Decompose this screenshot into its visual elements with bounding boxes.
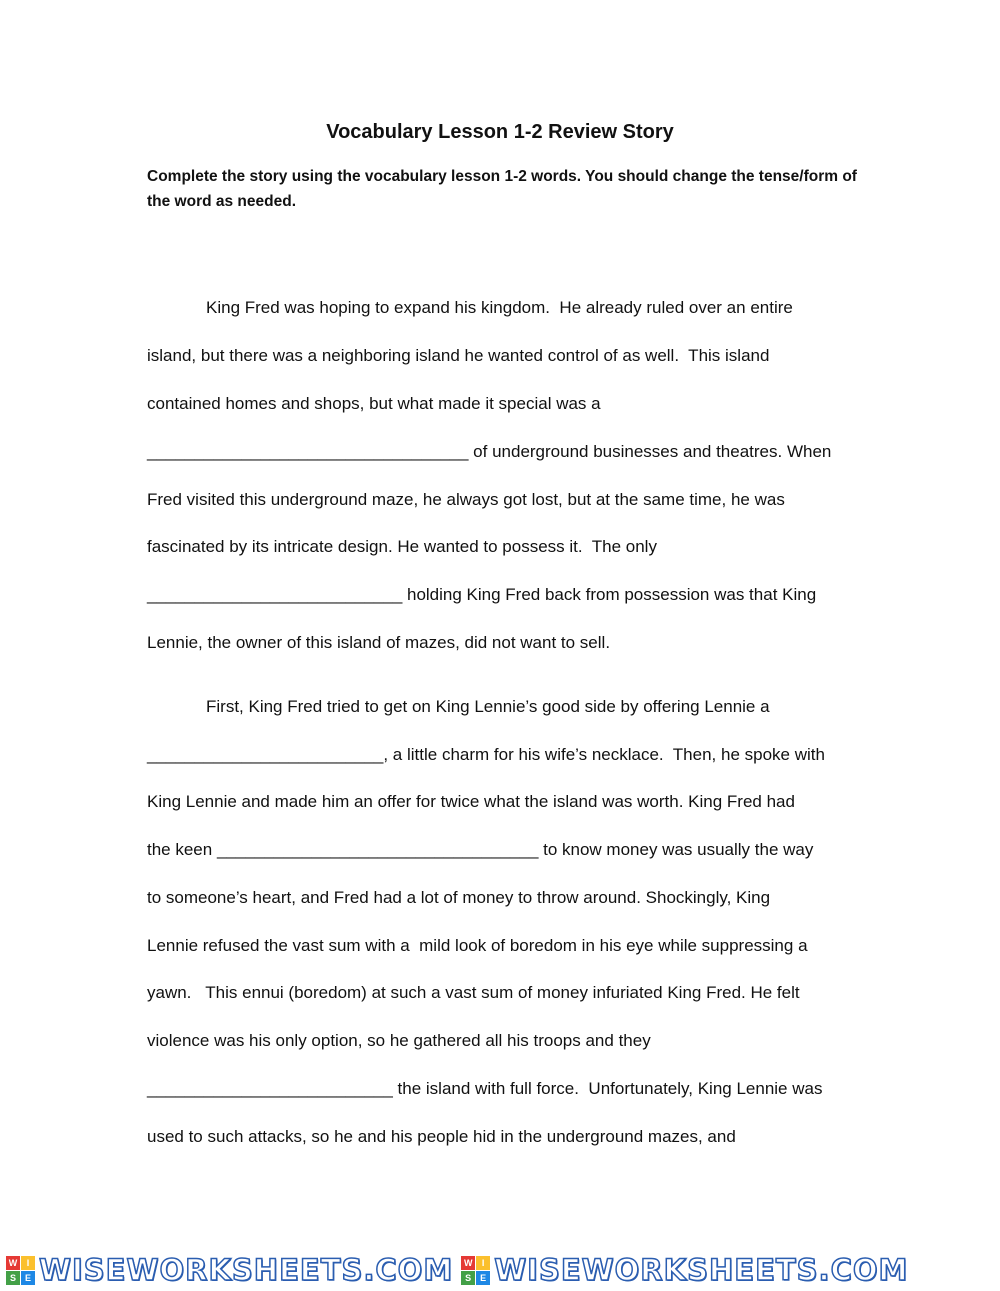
story-line: island, but there was a neighboring island he wanted control of as well. This island xyxy=(147,346,770,365)
footer-watermark xyxy=(0,1252,1000,1288)
story-line: Lennie refused the vast sum with a mild look of boredom in his eye while suppressing a xyxy=(147,936,808,955)
story-line: fascinated by its intricate design. He wanted to possess it. The only xyxy=(147,537,657,556)
watermark-text: WISEWORKSHEETS.COM xyxy=(39,1253,454,1287)
watermark-logo xyxy=(461,1253,908,1287)
story-line: First, King Fred tried to get on King Lennie’s good side by offering Lennie a xyxy=(206,697,770,716)
logo-square: E xyxy=(476,1271,490,1285)
worksheet-title: Vocabulary Lesson 1-2 Review Story xyxy=(326,121,674,143)
instructions-text: Complete the story using the vocabulary lesson 1-2 words. You should change the tense/form of the word as needed. xyxy=(147,168,857,210)
watermark-logo xyxy=(6,1253,453,1287)
story-line-with-blank: __________________________ the island with full force. Unfortunately, King Lennie was xyxy=(147,1079,823,1098)
story-line: King Fred was hoping to expand his kingdom. He already ruled over an entire xyxy=(206,298,793,317)
watermark-text: WISEWORKSHEETS.COM xyxy=(494,1253,909,1287)
story-line-with-blank: _________________________, a little charm for his wife’s necklace. Then, he spoke with xyxy=(147,745,825,764)
logo-square: I xyxy=(476,1256,490,1270)
story-line-with-blank: __________________________________ of underground businesses and theatres. When xyxy=(147,442,832,461)
story-line: King Lennie and made him an offer for twice what the island was worth. King Fred had xyxy=(147,792,795,811)
story-line-with-blank: ___________________________ holding King Fred back from possession was that King xyxy=(147,585,817,604)
logo-square: W xyxy=(6,1256,20,1270)
logo-squares-icon xyxy=(6,1256,35,1285)
logo-squares-icon xyxy=(461,1256,490,1285)
story-line: violence was his only option, so he gathered all his troops and they xyxy=(147,1031,651,1050)
logo-square: E xyxy=(21,1271,35,1285)
story-line-with-blank: the keen __________________________________ to know money was usually the way xyxy=(147,840,814,859)
story-line: Lennie, the owner of this island of mazes, did not want to sell. xyxy=(147,633,611,652)
story-line: Fred visited this underground maze, he always got lost, but at the same time, he was xyxy=(147,490,785,509)
story-line: yawn. This ennui (boredom) at such a vast sum of money infuriated King Fred. He felt xyxy=(147,983,800,1002)
logo-square: S xyxy=(461,1271,475,1285)
logo-square: S xyxy=(6,1271,20,1285)
logo-square: I xyxy=(21,1256,35,1270)
logo-square: W xyxy=(461,1256,475,1270)
story-line: contained homes and shops, but what made it special was a xyxy=(147,394,601,413)
story-line: to someone’s heart, and Fred had a lot of money to throw around. Shockingly, King xyxy=(147,888,771,907)
story-line: used to such attacks, so he and his people hid in the underground mazes, and xyxy=(147,1127,736,1146)
